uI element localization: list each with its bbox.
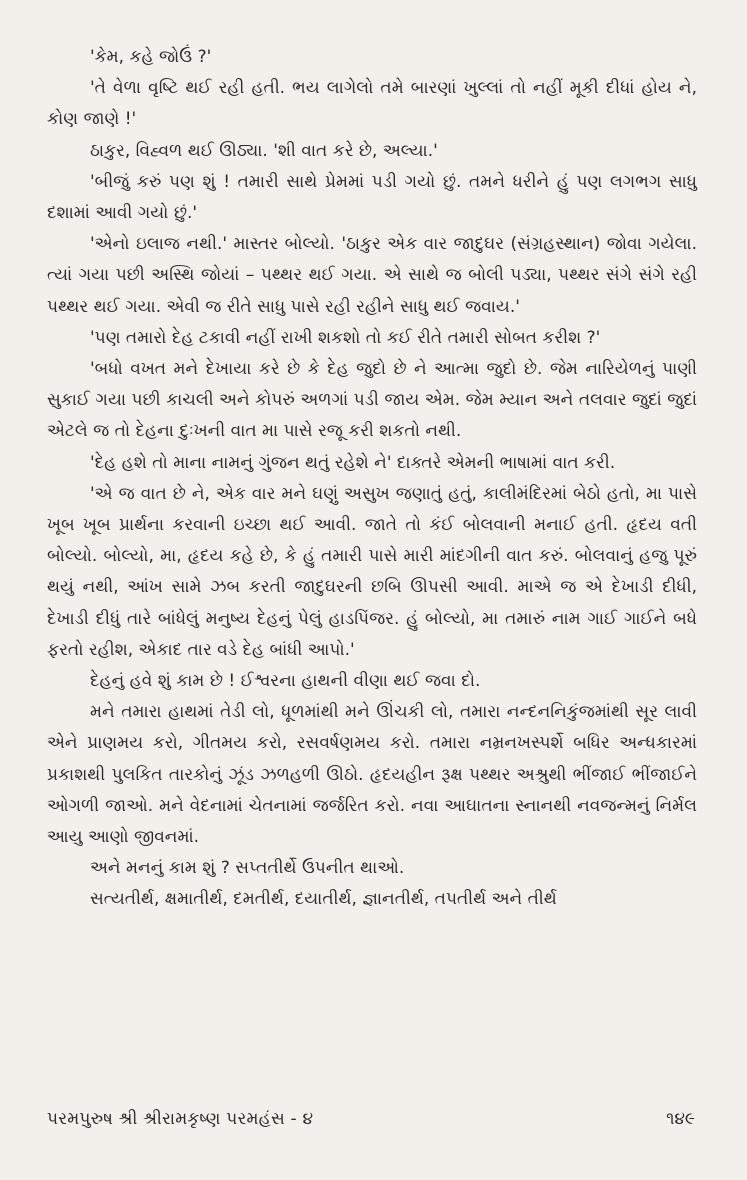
paragraph-12: અને મનનું કામ શું ? સપ્તતીર્થે ઉપનીત થાઓ. [90, 858, 405, 879]
paragraph-13: સત્યતીર્થ, ક્ષમાતીર્થ, દમતીર્થ, દયાતીર્થ, જ્ઞાનતીર્થ, તપતીર્થ અને તીર્થ [90, 889, 557, 910]
paragraph-4: 'બીજું કરું પણ શું ! તમારી સાથે પ્રેમમાં પડી ગયો છું. તમને ધરીને હું પણ લગભગ સાધુ દશામાં આવી ગયો છું.' [47, 171, 697, 224]
running-footer-title: પરમપુરુષ શ્રી શ્રીરામકૃષ્ણ પરમહંસ - ૪ [47, 1109, 314, 1129]
page-footer [47, 1109, 695, 1129]
paragraph-8: 'દેહ હશે તો માના નામનું ગુંજન થતું રહેશે ને' દાક્તરે એમની ભાષામાં વાત કરી. [90, 452, 616, 473]
paragraph-9: 'એ જ વાત છે ને, એક વાર મને ઘણું અસુખ જણાતું હતું, કાલીમંદિરમાં બેઠો હતો, મા પાસે ખૂબ ખૂબ પ્રાર્થના કરવાની ઇચ્છા થઈ આવી. જાતે તો કંઈ બોલવાની મનાઈ હતી. હૃદય વતી બોલ્યો. બોલ્યો, મા, હૃદય કહે છે, કે હું તમારી પાસે મારી માંદગીની વાત કરું. બોલવાનું હજુ પૂરું થયું નથી, આંખ સામે ઝબ કરતી જાદુઘરની છબિ ઊપસી આવી. માએ જ એ દેખાડી દીધી, દેખાડી દીધું તારે બાંધેલું મનુષ્ય દેહનું પેલું હાડપિંજર. હું બોલ્યો, મા તમારું નામ ગાઈ ગાઈને બધે ફરતો રહીશ, એકાદ તાર વડે દેહ બાંધી આપો.' [47, 483, 697, 660]
paragraph-11: મને તમારા હાથમાં તેડી લો, ધૂળમાંથી મને ઊંચકી લો, તમારા નન્દનનિકુંજમાંથી સૂર લાવી એને પ્રાણમય કરો, ગીતમય કરો, રસવર્ષણમય કરો. તમારા નમ્રનખસ્પર્શે બધિર અન્ધકારમાં પ્રકાશથી પુલકિત તારકોનું ઝૂંડ ઝળહળી ઊઠો. હૃદયહીન રૂક્ષ પથ્થર અશ્રુથી ભીંજાઈ ભીંજાઈને ઓગળી જાઓ. મને વેદનામાં ચેતનામાં જર્જરિત કરો. નવા આઘાતના સ્નાનથી નવજન્મનું નિર્મલ આયુ આણો જીવનમાં. [47, 702, 697, 848]
paragraph-2: 'તે વેળા વૃષ્ટિ થઈ રહી હતી. ભય લાગેલો તમે બારણાં ખુલ્લાં તો નહીં મૂકી દીધાં હોય ને, કોણ જાણે !' [47, 78, 697, 130]
paragraph-7: 'બધો વખત મને દેખાયા કરે છે કે દેહ જુદો છે ને આત્મા જુદો છે. જેમ નારિયેળનું પાણી સુકાઈ ગયા પછી કાચલી અને કોપરું અળગાં પડી જાય એમ. જેમ મ્યાન અને તલવાર જુદાં જુદાં એટલે જ તો દેહના દુઃખની વાત મા પાસે રજૂ કરી શકતો નથી. [47, 359, 697, 442]
paragraph-6: 'પણ તમારો દેહ ટકાવી નહીં રાખી શકશો તો કઈ રીતે તમારી સોબત કરીશ ?' [90, 327, 601, 348]
paragraph-10: દેહનું હવે શું કામ છે ! ઈશ્વરના હાથની વીણા થઈ જવા દો. [90, 671, 481, 692]
paragraph-1: 'કેમ, કહે જોઉં ?' [90, 47, 212, 67]
page-body [47, 42, 697, 916]
page-number: ૧૪૯ [666, 1109, 695, 1129]
paragraph-5: 'એનો ઇલાજ નથી.' માસ્તર બોલ્યો. 'ઠાકુર એક વાર જાદુઘર (સંગ્રહસ્થાન) જોવા ગયેલા. ત્યાં ગયા પછી અસ્થિ જોયાં – પથ્થર થઈ ગયા. એ સાથે જ બોલી પડ્યા, પથ્થર સંગે સંગે રહી પથ્થર થઈ ગયા. એવી જ રીતે સાધુ પાસે રહી રહીને સાધુ થઈ જવાય.' [47, 234, 697, 317]
paragraph-3: ઠાકુર, વિહ્વળ થઈ ઊઠ્યા. 'શી વાત કરે છે, અલ્યા.' [90, 140, 438, 161]
